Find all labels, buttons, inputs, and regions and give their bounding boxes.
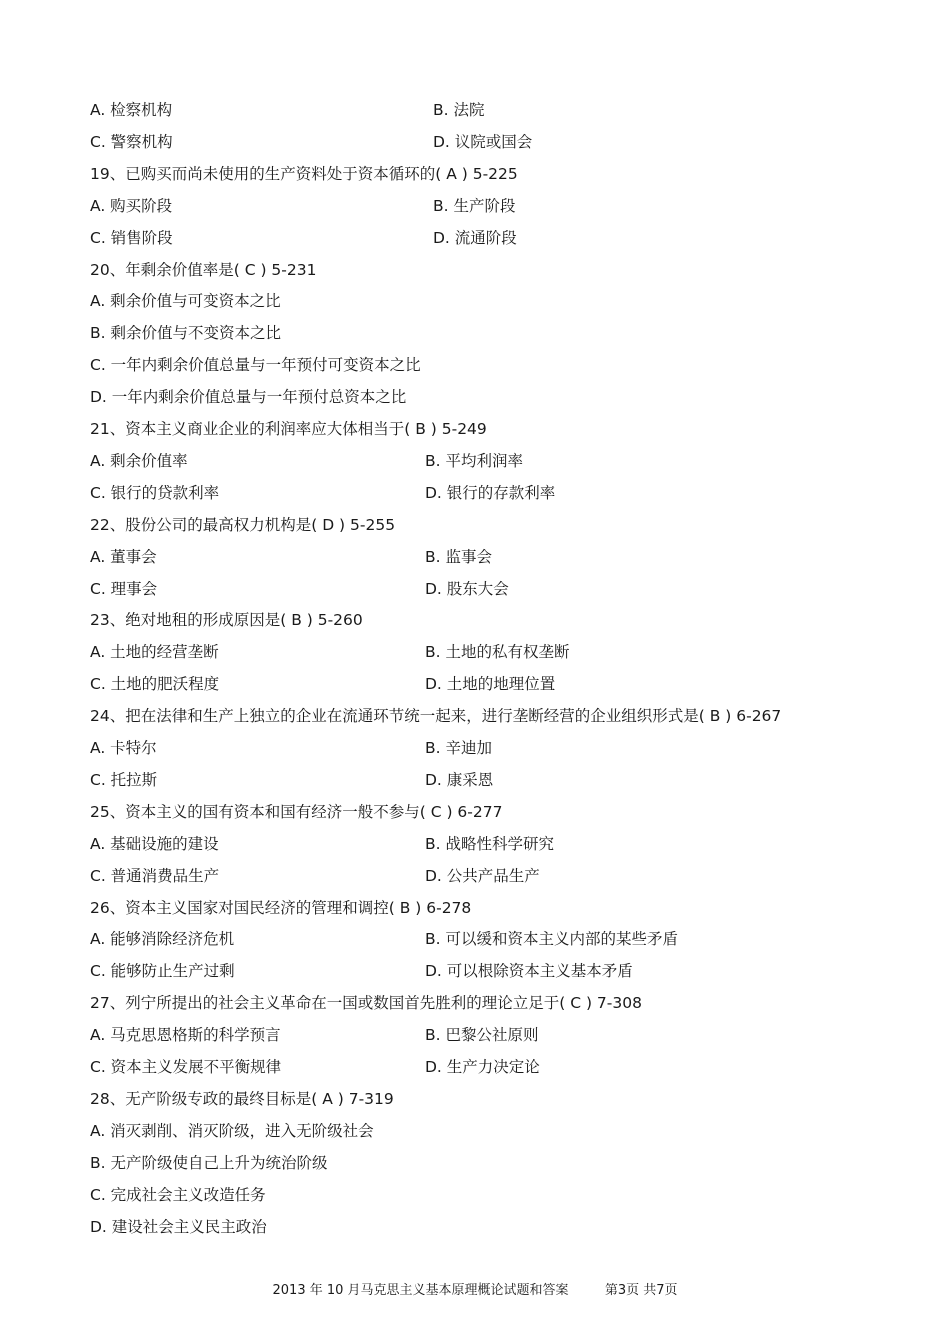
- option-right: B. 土地的私有权垄断: [425, 643, 570, 661]
- text-line: 27、列宁所提出的社会主义革命在一国或数国首先胜利的理论立足于( C ) 7-308: [90, 994, 642, 1012]
- text-line: 21、资本主义商业企业的利润率应大体相当于( B ) 5-249: [90, 420, 487, 438]
- text-line: A. 消灭剥削、消灭阶级，进入无阶级社会: [90, 1122, 374, 1140]
- text-line: 23、绝对地租的形成原因是( B ) 5-260: [90, 611, 363, 629]
- text-line: A. 卡特尔: [90, 739, 157, 757]
- text-line: C. 普通消费品生产: [90, 867, 220, 885]
- text-line: C. 能够防止生产过剩: [90, 962, 235, 980]
- option-right: D. 可以根除资本主义基本矛盾: [425, 962, 633, 980]
- text-line: 20、年剩余价值率是( C ) 5-231: [90, 261, 317, 279]
- option-right: B. 辛迪加: [425, 739, 492, 757]
- text-line: 25、资本主义的国有资本和国有经济一般不参与( C ) 6-277: [90, 803, 503, 821]
- text-line: C. 理事会: [90, 580, 158, 598]
- text-line: D. 建设社会主义民主政治: [90, 1218, 267, 1236]
- text-line: C. 一年内剩余价值总量与一年预付可变资本之比: [90, 356, 421, 374]
- option-right: D. 生产力决定论: [425, 1058, 540, 1076]
- text-line: A. 能够消除经济危机: [90, 930, 235, 948]
- option-right: B. 监事会: [425, 548, 492, 566]
- text-line: C. 银行的贷款利率: [90, 484, 220, 502]
- text-line: 22、股份公司的最高权力机构是( D ) 5-255: [90, 516, 396, 534]
- footer-page-number: 第3页 共7页: [604, 1283, 678, 1298]
- option-right: D. 康采恩: [425, 771, 494, 789]
- text-line: C. 完成社会主义改造任务: [90, 1186, 266, 1204]
- option-right: B. 法院: [433, 101, 485, 119]
- text-line: B. 剩余价值与不变资本之比: [90, 324, 281, 342]
- text-line: 28、无产阶级专政的最终目标是( A ) 7-319: [90, 1090, 394, 1108]
- text-line: A. 基础设施的建设: [90, 835, 219, 853]
- option-right: B. 可以缓和资本主义内部的某些矛盾: [425, 930, 678, 948]
- text-line: C. 销售阶段: [90, 229, 173, 247]
- option-right: B. 平均利润率: [425, 452, 523, 470]
- option-right: D. 流通阶段: [433, 229, 517, 247]
- text-line: C. 托拉斯: [90, 771, 158, 789]
- option-right: D. 土地的地理位置: [425, 675, 556, 693]
- text-line: C. 警察机构: [90, 133, 173, 151]
- option-right: D. 公共产品生产: [425, 867, 540, 885]
- option-right: B. 巴黎公社原则: [425, 1026, 539, 1044]
- text-line: A. 购买阶段: [90, 197, 173, 215]
- text-line: A. 检察机构: [90, 101, 173, 119]
- text-line: A. 剩余价值率: [90, 452, 188, 470]
- text-line: C. 资本主义发展不平衡规律: [90, 1058, 282, 1076]
- text-line: D. 一年内剩余价值总量与一年预付总资本之比: [90, 388, 407, 406]
- text-line: 24、把在法律和生产上独立的企业在流通环节统一起来，进行垄断经营的企业组织形式是( B ) 6-267: [90, 707, 782, 725]
- footer-title: 2013 年 10 月马克思主义基本原理概论试题和答案: [272, 1283, 569, 1298]
- option-right: D. 股东大会: [425, 580, 509, 598]
- text-line: A. 董事会: [90, 548, 157, 566]
- page-footer: [0, 1282, 950, 1300]
- text-line: C. 土地的肥沃程度: [90, 675, 220, 693]
- text-line: 19、已购买而尚未使用的生产资料处于资本循环的( A ) 5-225: [90, 165, 518, 183]
- option-right: D. 议院或国会: [433, 133, 533, 151]
- text-line: B. 无产阶级使自己上升为统治阶级: [90, 1154, 328, 1172]
- text-line: A. 马克思恩格斯的科学预言: [90, 1026, 281, 1044]
- text-line: A. 剩余价值与可变资本之比: [90, 292, 281, 310]
- text-line: 26、资本主义国家对国民经济的管理和调控( B ) 6-278: [90, 899, 472, 917]
- option-right: B. 生产阶段: [433, 197, 516, 215]
- text-line: A. 土地的经营垄断: [90, 643, 219, 661]
- option-right: B. 战略性科学研究: [425, 835, 554, 853]
- option-right: D. 银行的存款利率: [425, 484, 556, 502]
